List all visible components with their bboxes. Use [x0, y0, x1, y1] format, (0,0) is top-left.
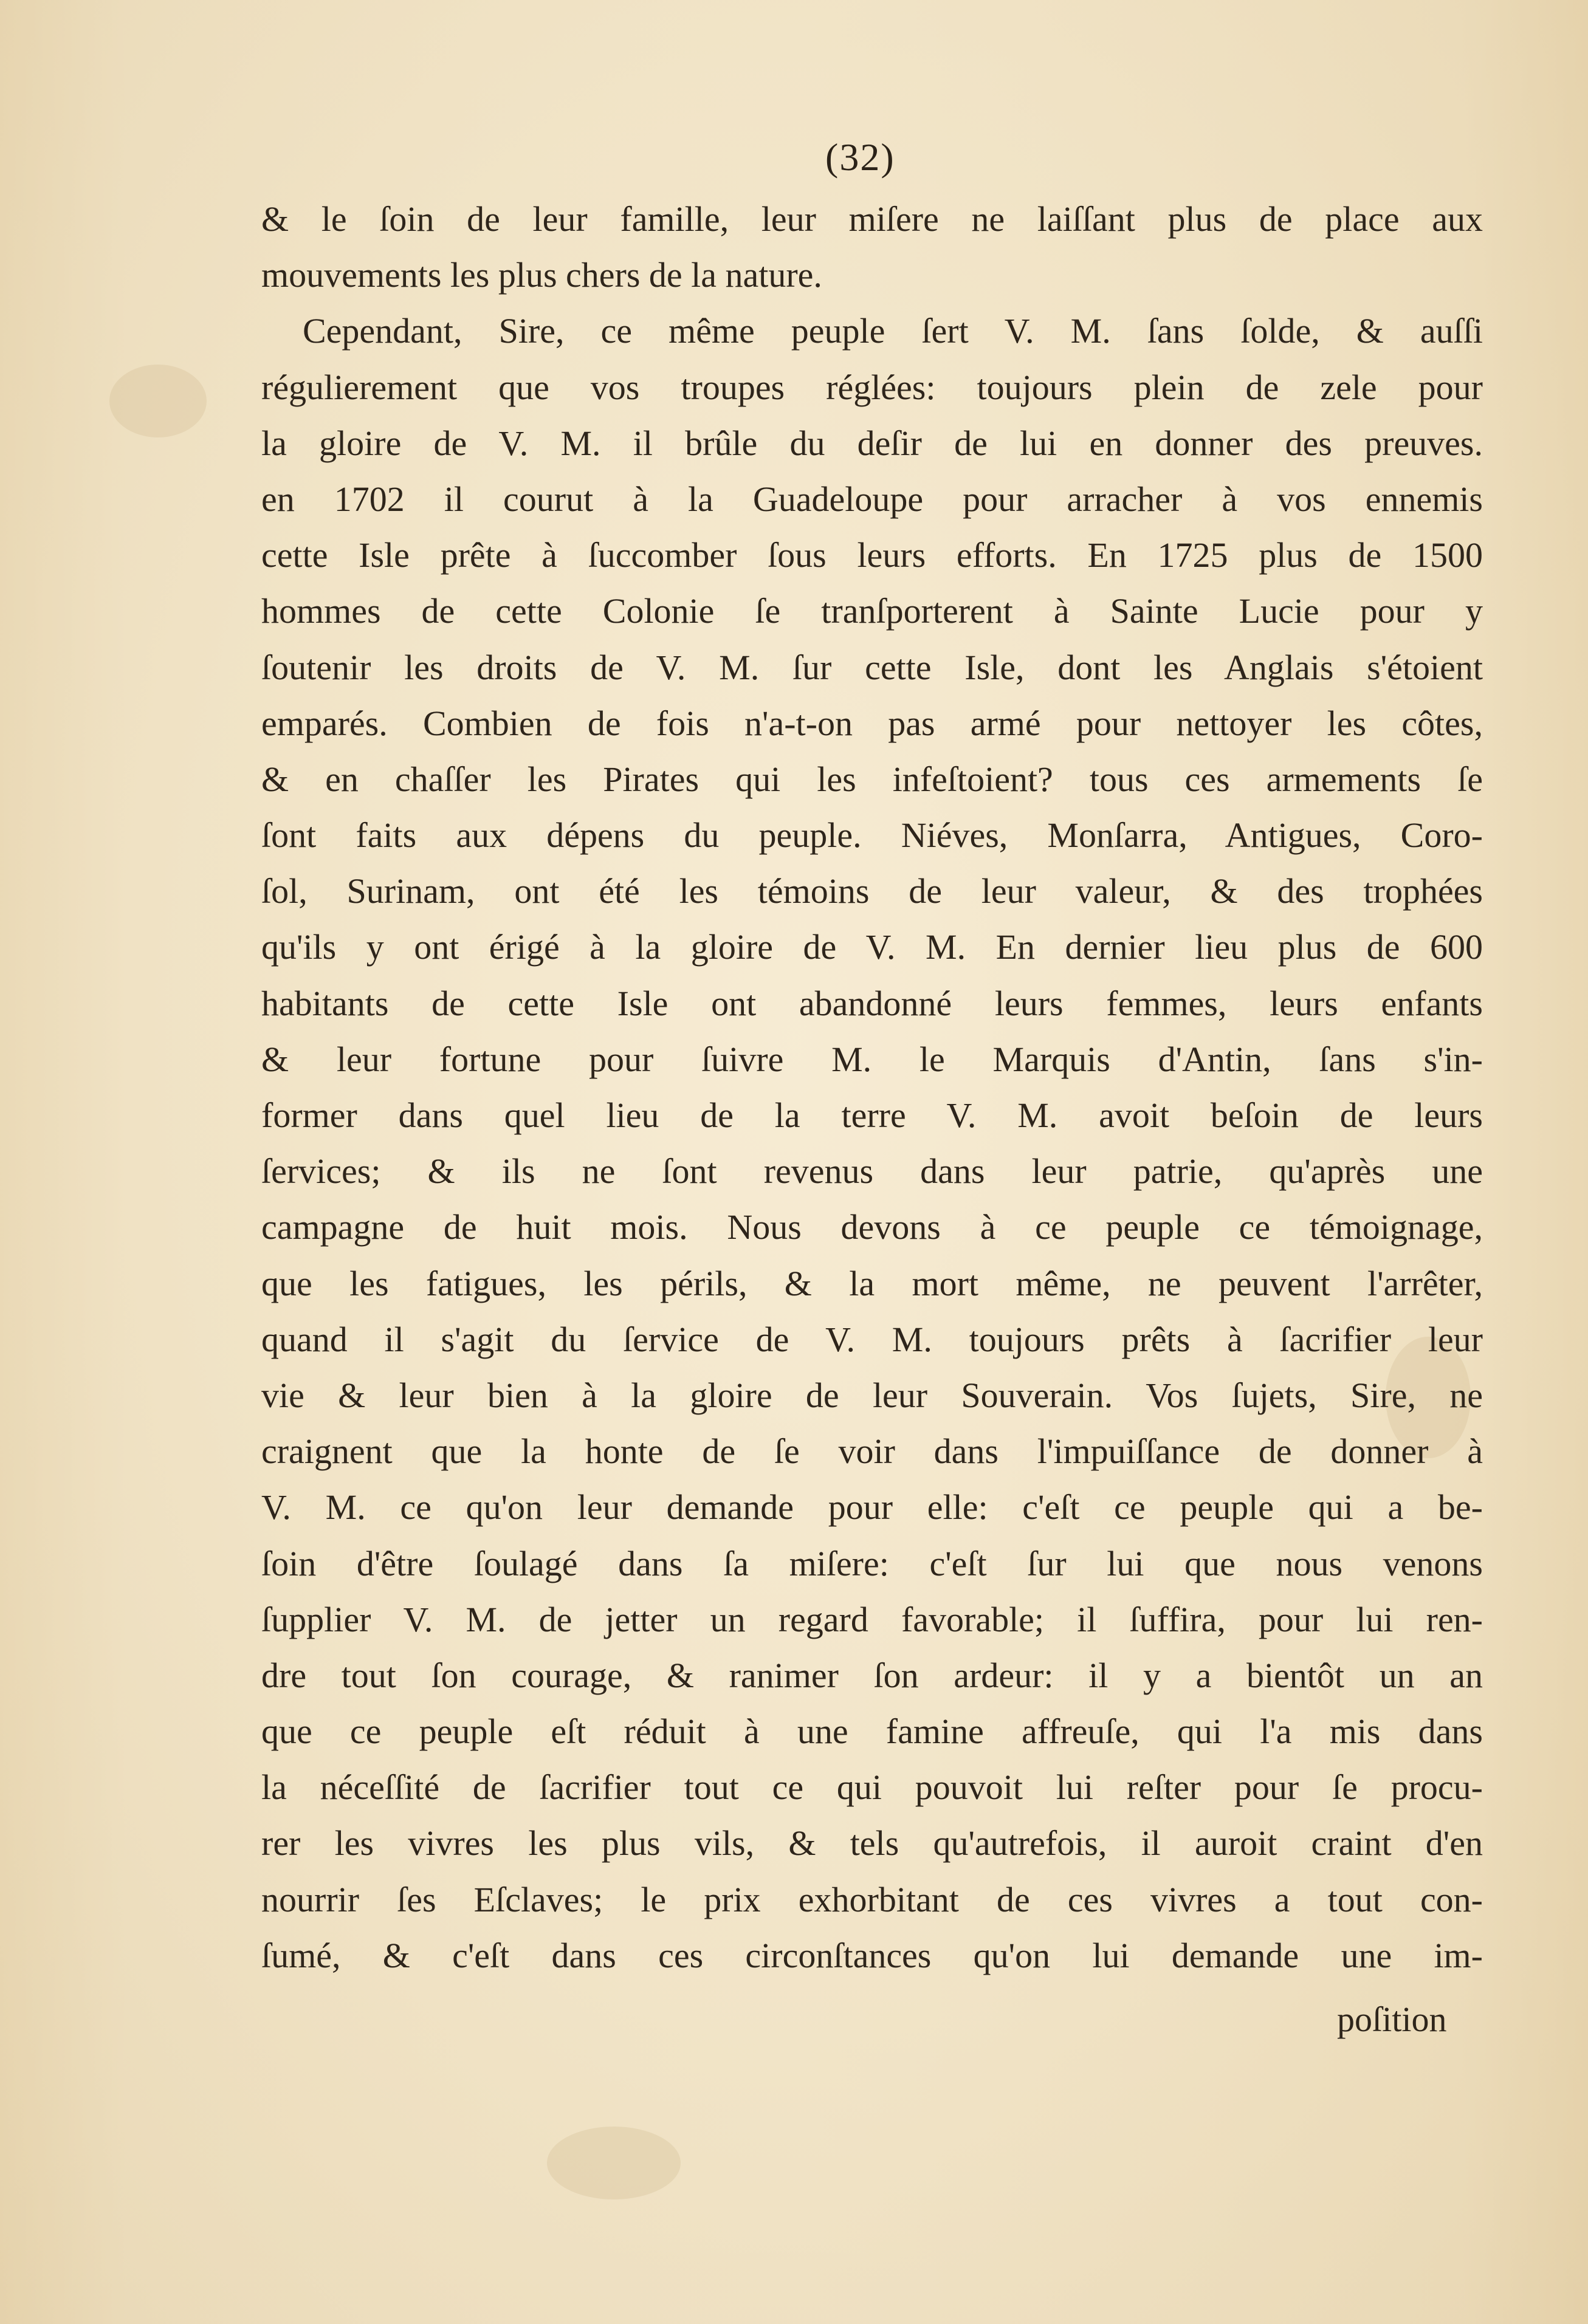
text-line: régulierement que vos troupes réglées: toujours plein de zele pour [261, 367, 1483, 407]
text-line: ſont faits aux dépens du peuple. Niéves, Monſarra, Antigues, Coro- [261, 815, 1483, 855]
page-number: (32) [825, 135, 895, 179]
text-line: ſumé, & c'eſt dans ces circonſtances qu'on lui demande une im- [261, 1935, 1483, 1975]
text-line: vie & leur bien à la gloire de leur Souverain. Vos ſujets, Sire, ne [261, 1375, 1483, 1415]
text-line: campagne de huit mois. Nous devons à ce peuple ce témoignage, [261, 1207, 1483, 1247]
paper-stain [547, 2127, 681, 2199]
text-line: qu'ils y ont érigé à la gloire de V. M. En dernier lieu plus de 600 [261, 927, 1483, 967]
text-line: la néceſſité de ſacrifier tout ce qui pouvoit lui reſter pour ſe procu- [261, 1767, 1483, 1808]
text-line: rer les vivres les plus vils, & tels qu'autrefois, il auroit craint d'en [261, 1823, 1483, 1863]
text-line: ſervices; & ils ne ſont revenus dans leur patrie, qu'après une [261, 1151, 1483, 1191]
text-line: que les fatigues, les périls, & la mort même, ne peuvent l'arrêter, [261, 1263, 1483, 1303]
text-line: former dans quel lieu de la terre V. M. avoit beſoin de leurs [261, 1095, 1483, 1135]
text-line: ſol, Surinam, ont été les témoins de leur valeur, & des trophées [261, 871, 1483, 911]
paper-stain [109, 365, 207, 437]
text-line: que ce peuple eſt réduit à une famine affreuſe, qui l'a mis dans [261, 1712, 1483, 1752]
body-text [261, 191, 1483, 1984]
text-line: dre tout ſon courage, & ranimer ſon ardeur: il y a bientôt un an [261, 1655, 1483, 1695]
catchword: poſition [1337, 2000, 1447, 2039]
text-line: & leur fortune pour ſuivre M. le Marquis d'Antin, ſans s'in- [261, 1039, 1483, 1079]
text-line: craignent que la honte de ſe voir dans l'impuiſſance de donner à [261, 1431, 1483, 1472]
text-line: ſupplier V. M. de jetter un regard favorable; il ſuffira, pour lui ren- [261, 1599, 1483, 1639]
text-line: la gloire de V. M. il brûle du deſir de lui en donner des preuves. [261, 423, 1483, 463]
text-line: en 1702 il courut à la Guadeloupe pour arracher à vos ennemis [261, 479, 1483, 519]
text-line: & le ſoin de leur famille, leur miſere ne laiſſant plus de place aux [261, 199, 1483, 239]
text-line: nourrir ſes Eſclaves; le prix exhorbitant de ces vivres a tout con- [261, 1879, 1483, 1919]
text-line: habitants de cette Isle ont abandonné leurs femmes, leurs enfants [261, 983, 1483, 1023]
text-line: ſoin d'être ſoulagé dans ſa miſere: c'eſt ſur lui que nous venons [261, 1543, 1483, 1583]
text-line: & en chaſſer les Pirates qui les infeſtoient? tous ces armements ſe [261, 759, 1483, 799]
text-line: cette Isle prête à ſuccomber ſous leurs efforts. En 1725 plus de 1500 [261, 535, 1483, 575]
text-line: ſoutenir les droits de V. M. ſur cette Isle, dont les Anglais s'étoient [261, 647, 1483, 687]
text-line: V. M. ce qu'on leur demande pour elle: c'eſt ce peuple qui a be- [261, 1487, 1483, 1527]
text-line: emparés. Combien de fois n'a-t-on pas armé pour nettoyer les côtes, [261, 703, 1483, 743]
text-line: Cependant, Sire, ce même peuple ſert V. M. ſans ſolde, & auſſi [303, 311, 1483, 351]
text-line: hommes de cette Colonie ſe tranſporterent à Sainte Lucie pour y [261, 591, 1483, 631]
text-line: mouvements les plus chers de la nature. [261, 255, 822, 295]
text-line: quand il s'agit du ſervice de V. M. toujours prêts à ſacrifier leur [261, 1319, 1483, 1359]
